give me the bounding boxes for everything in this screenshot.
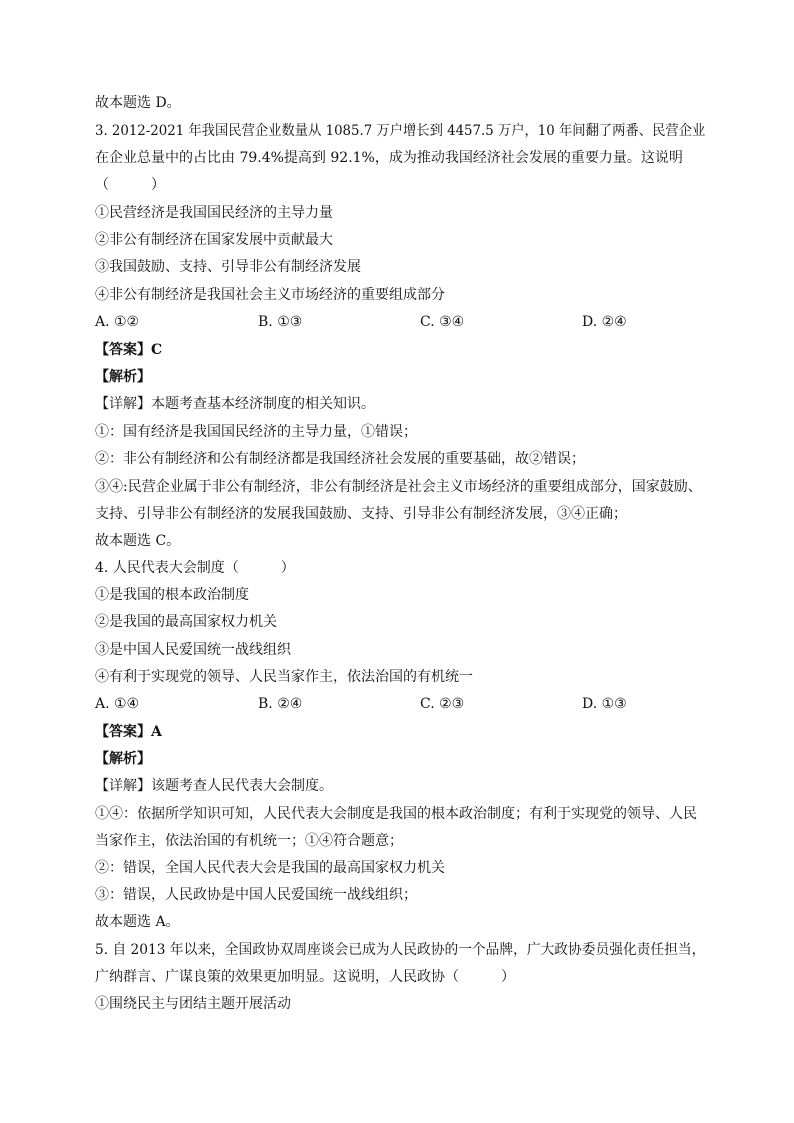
q3-stem-blank: （ ） [95, 177, 165, 193]
q3-detail-line-5: 支持、引导非公有制经济的发展我国鼓励、支持、引导非公有制经济发展，③④正确； [95, 506, 627, 522]
q3-detail-line-1: 【详解】本题考查基本经济制度的相关知识。 [95, 396, 375, 412]
q3-stem-line-2: 在企业总量中的占比由 79.4%提高到 92.1%，成为推动我国经济社会发展的重要力量。这说明 [95, 150, 683, 166]
q3-option-c: C. ③④ [420, 314, 465, 330]
q3-option-a: A. ①② [95, 314, 140, 330]
q4-option-a: A. ①④ [95, 696, 140, 712]
q4-analysis-title: 【解析】 [95, 751, 151, 767]
q4-option-b: B. ②④ [258, 696, 303, 712]
q3-conclusion: 故本题选 C。 [95, 533, 181, 549]
q4-detail-line-4: ②：错误，全国人民代表大会是我国的最高国家权力机关 [95, 860, 445, 876]
q4-conclusion: 故本题选 A。 [95, 914, 180, 930]
q4-answer: 【答案】A [95, 724, 162, 740]
q5-stem-line-1: 5. 自 2013 年以来，全国政协双周座谈会已成为人民政协的一个品牌，广大政协委员强化责任担当， [95, 942, 706, 958]
q4-options [95, 694, 715, 714]
q3-detail-line-3: ②：非公有制经济和公有制经济都是我国经济社会发展的重要基础，故②错误； [95, 451, 585, 467]
q2-conclusion: 故本题选 D。 [95, 95, 181, 111]
q3-stem-line-1: 3. 2012-2021 年我国民营企业数量从 1085.7 万户增长到 4457.5 万户，10 年间翻了两番、民营企业 [95, 123, 706, 139]
q4-option-d: D. ①③ [582, 696, 627, 712]
q4-stem: 4. 人民代表大会制度（ ） [95, 560, 295, 576]
q3-item-2: ②非公有制经济在国家发展中贡献最大 [95, 232, 333, 248]
q3-item-3: ③我国鼓励、支持、引导非公有制经济发展 [95, 259, 361, 275]
q3-detail-line-4: ③④:民营企业属于非公有制经济，非公有制经济是社会主义市场经济的重要组成部分，国家鼓励、 [95, 479, 702, 495]
q3-analysis-title: 【解析】 [95, 369, 151, 385]
q5-item-1: ①围绕民主与团结主题开展活动 [95, 996, 291, 1012]
q4-item-2: ②是我国的最高国家权力机关 [95, 614, 277, 630]
q4-detail-line-2: ①④：依据所学知识可知，人民代表大会制度是我国的根本政治制度；有利于实现党的领导、人民 [95, 806, 697, 822]
q4-detail-line-1: 【详解】该题考查人民代表大会制度。 [95, 778, 333, 794]
q3-option-d: D. ②④ [582, 314, 627, 330]
q3-detail-line-2: ①：国有经济是我国国民经济的主导力量，①错误； [95, 424, 417, 440]
q4-item-1: ①是我国的根本政治制度 [95, 587, 249, 603]
q3-options [95, 312, 715, 332]
q3-answer: 【答案】C [95, 342, 163, 358]
q5-stem-line-2: 广纳群言、广谋良策的效果更加明显。这说明，人民政协（ ） [95, 969, 515, 985]
q3-item-1: ①民营经济是我国国民经济的主导力量 [95, 205, 333, 221]
q4-item-3: ③是中国人民爱国统一战线组织 [95, 642, 291, 658]
q3-option-b: B. ①③ [258, 314, 303, 330]
q4-item-4: ④有利于实现党的领导、人民当家作主，依法治国的有机统一 [95, 669, 473, 685]
q4-detail-line-3: 当家作主，依法治国的有机统一；①④符合题意； [95, 833, 403, 849]
q3-item-4: ④非公有制经济是我国社会主义市场经济的重要组成部分 [95, 287, 445, 303]
q4-detail-line-5: ③：错误，人民政协是中国人民爱国统一战线组织； [95, 887, 417, 903]
q4-option-c: C. ②③ [420, 696, 465, 712]
